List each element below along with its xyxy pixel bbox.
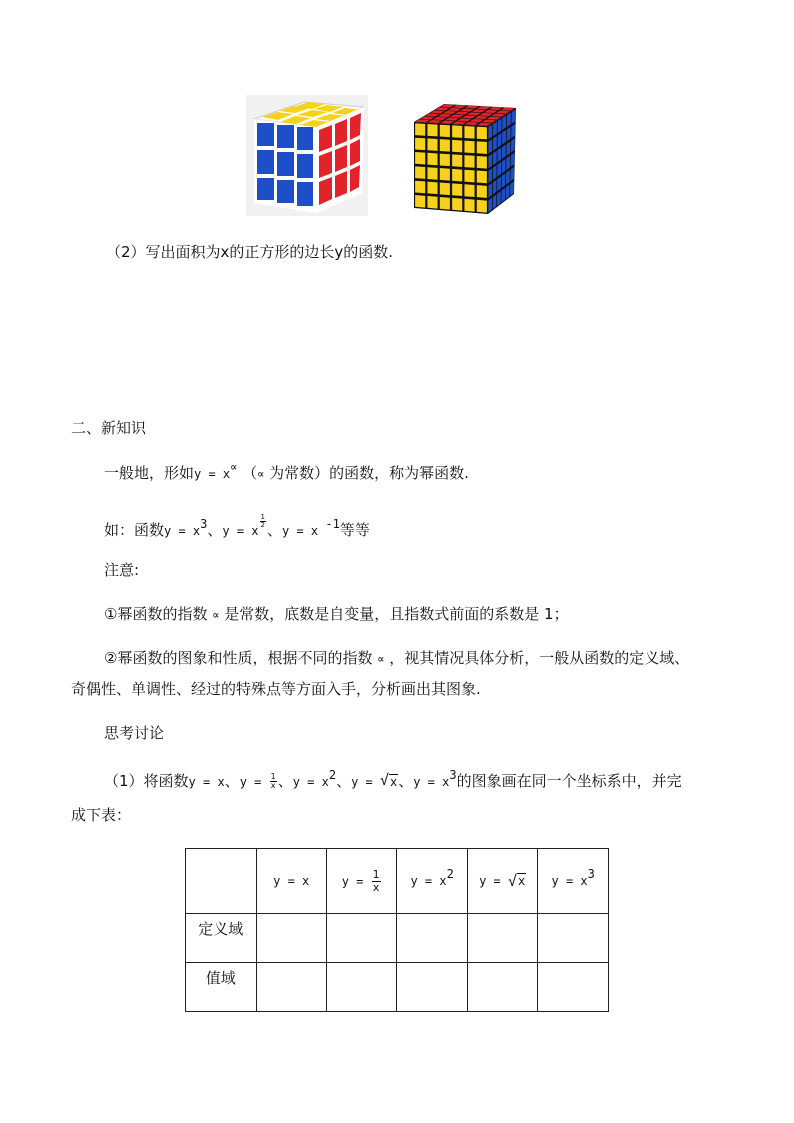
table-header-row xyxy=(186,849,609,914)
cube-sticker xyxy=(440,182,450,195)
cube-sticker xyxy=(415,166,425,178)
cube-sticker xyxy=(427,153,437,165)
note-heading: 注意: xyxy=(104,561,140,579)
note-2-part-b: ，视其情况具体分析，一般从函数的定义域、 xyxy=(389,649,690,667)
table-corner-cell xyxy=(186,849,257,914)
question-1-line-2: 成下表： xyxy=(71,806,132,824)
table-row-domain xyxy=(186,914,609,963)
table-cell[interactable] xyxy=(326,963,396,1012)
table-header-cell xyxy=(326,849,396,914)
q1-sep-2: 、 xyxy=(277,772,293,790)
row-label-range: 值域 xyxy=(186,963,257,1012)
cube-sticker xyxy=(464,155,474,168)
table-header-cell xyxy=(256,849,326,914)
cube-sticker xyxy=(464,199,474,212)
example-eq3: y = x xyxy=(282,524,319,538)
cube-sticker xyxy=(452,140,462,153)
fraction-numerator: 1 xyxy=(372,867,380,881)
note-1-part-a: ①幂函数的指数 xyxy=(104,605,208,623)
cube-sticker xyxy=(477,185,487,198)
header-func-1: y = x xyxy=(273,874,310,888)
cube-sticker xyxy=(477,200,487,213)
cube-sticker xyxy=(415,181,425,194)
cube-sticker xyxy=(440,125,450,137)
q1-func-2-fraction xyxy=(270,773,277,790)
cube-sticker xyxy=(427,182,437,195)
note-2-alpha: ∝ xyxy=(377,652,385,666)
q1-func-4: y = xyxy=(351,775,380,789)
header-func-3: y = x xyxy=(410,874,447,888)
fraction-numerator: 1 xyxy=(260,513,265,521)
cube-sticker xyxy=(464,170,474,183)
example-sep2: 、 xyxy=(266,521,282,539)
header-func-2: y = xyxy=(341,874,371,888)
fraction-numerator: 1 xyxy=(270,772,276,781)
example-prefix: 如：函数 xyxy=(104,521,165,539)
note-1-alpha: ∝ xyxy=(212,608,220,622)
q1-sep-4: 、 xyxy=(398,772,414,790)
cube-sticker xyxy=(464,141,474,154)
question-1-prefix: （1）将函数 xyxy=(104,772,189,790)
definition-rest: 为常数）的函数，称为幂函数. xyxy=(264,464,469,482)
fraction-denominator: x xyxy=(270,781,276,790)
example-exp3: -1 xyxy=(318,517,340,531)
table-cell[interactable] xyxy=(256,914,326,963)
example-sep1: 、 xyxy=(207,521,223,539)
example-suffix: 等等 xyxy=(339,521,370,539)
definition-prefix: 一般地，形如 xyxy=(104,464,195,482)
q1-sep-1: 、 xyxy=(224,772,240,790)
table-cell[interactable] xyxy=(397,914,468,963)
definition-line xyxy=(104,460,469,484)
q1-func-5: y = x xyxy=(413,775,450,789)
definition-paren: （ xyxy=(242,464,258,482)
q1-sep-3: 、 xyxy=(336,772,352,790)
header-func-5-exp: 3 xyxy=(587,867,595,881)
table-header-cell xyxy=(397,849,468,914)
example-line xyxy=(104,514,370,541)
cube-sticker xyxy=(415,123,425,135)
cube-sticker xyxy=(440,154,450,167)
cube-sticker xyxy=(440,197,450,210)
cube-sticker xyxy=(477,141,487,154)
row-label-domain: 定义域 xyxy=(186,914,257,963)
table-cell[interactable] xyxy=(397,963,468,1012)
q1-func-1: y = x xyxy=(188,775,225,789)
sqrt-symbol xyxy=(508,874,526,888)
table-cell[interactable] xyxy=(326,914,396,963)
question-1-rest: 的图象画在同一个坐标系中，并完 xyxy=(456,772,682,790)
example-eq2: y = x xyxy=(222,524,259,538)
rubiks-cube-6x6-image xyxy=(410,98,518,216)
header-func-4: y = xyxy=(479,874,508,888)
cube-sticker xyxy=(477,171,487,184)
question-1-line-1 xyxy=(104,768,682,792)
table-header-cell xyxy=(467,849,538,914)
cube-sticker xyxy=(452,125,462,137)
header-func-4-radicand: x xyxy=(518,874,526,888)
cube-sticker xyxy=(440,168,450,181)
cube-sticker xyxy=(427,167,437,180)
table-row-range xyxy=(186,963,609,1012)
table-cell[interactable] xyxy=(256,963,326,1012)
header-func-5: y = x xyxy=(551,874,588,888)
header-func-3-exp: 2 xyxy=(446,867,454,881)
cube-sticker xyxy=(488,125,492,139)
cube-sticker xyxy=(477,127,487,140)
cube-sticker xyxy=(415,138,425,150)
cube-sticker xyxy=(452,154,462,167)
section-heading: 二、新知识 xyxy=(71,419,147,437)
example-exp1: 3 xyxy=(200,517,208,531)
note-2-line-1 xyxy=(104,648,689,669)
sqrt-symbol xyxy=(380,772,398,792)
cube-sticker xyxy=(464,184,474,197)
fraction-denominator: x xyxy=(372,880,380,894)
rubiks-cube-3x3-image xyxy=(246,95,368,216)
cube-sticker xyxy=(427,124,437,136)
table-cell[interactable] xyxy=(538,914,609,963)
cube-sticker xyxy=(427,138,437,150)
table-cell[interactable] xyxy=(538,963,609,1012)
cube-sticker xyxy=(415,152,425,164)
q1-func-3: y = x xyxy=(292,775,329,789)
cube-sticker xyxy=(452,198,462,211)
note-1-part-b: 是常数，底数是自变量，且指数式前面的系数是 1； xyxy=(224,605,569,623)
cube-sticker xyxy=(477,156,487,169)
cube-sticker xyxy=(464,126,474,139)
definition-equation: y = x xyxy=(194,467,231,481)
function-properties-table xyxy=(185,848,609,1012)
example-eq1: y = x xyxy=(164,524,201,538)
definition-paren-alpha: ∝ xyxy=(257,467,265,481)
table-header-cell xyxy=(538,849,609,914)
q1-func-5-exp: 3 xyxy=(449,768,457,782)
example-exp2-fraction xyxy=(260,514,266,529)
header-func-2-fraction xyxy=(372,869,381,894)
cube-sticker xyxy=(440,139,450,151)
table-cell[interactable] xyxy=(467,963,538,1012)
fraction-denominator: 2 xyxy=(260,521,265,529)
question-2: （2）写出面积为x的正方形的边长y的函数. xyxy=(106,243,394,261)
cube-sticker xyxy=(427,196,437,209)
discussion-heading: 思考讨论 xyxy=(104,724,165,742)
q1-func-2: y = xyxy=(239,775,269,789)
cube-sticker xyxy=(415,195,425,208)
q1-func-4-radicand: x xyxy=(389,775,398,789)
note-2-part-a: ②幂函数的图象和性质，根据不同的指数 xyxy=(104,649,373,667)
note-1 xyxy=(104,604,569,625)
cube-sticker xyxy=(452,169,462,182)
note-2-line-2: 奇偶性、单调性、经过的特殊点等方面入手，分析画出其图象. xyxy=(71,680,481,698)
definition-alpha: ∝ xyxy=(230,460,238,474)
q1-func-3-exp: 2 xyxy=(328,768,337,782)
cube-sticker xyxy=(452,183,462,196)
table-cell[interactable] xyxy=(467,914,538,963)
